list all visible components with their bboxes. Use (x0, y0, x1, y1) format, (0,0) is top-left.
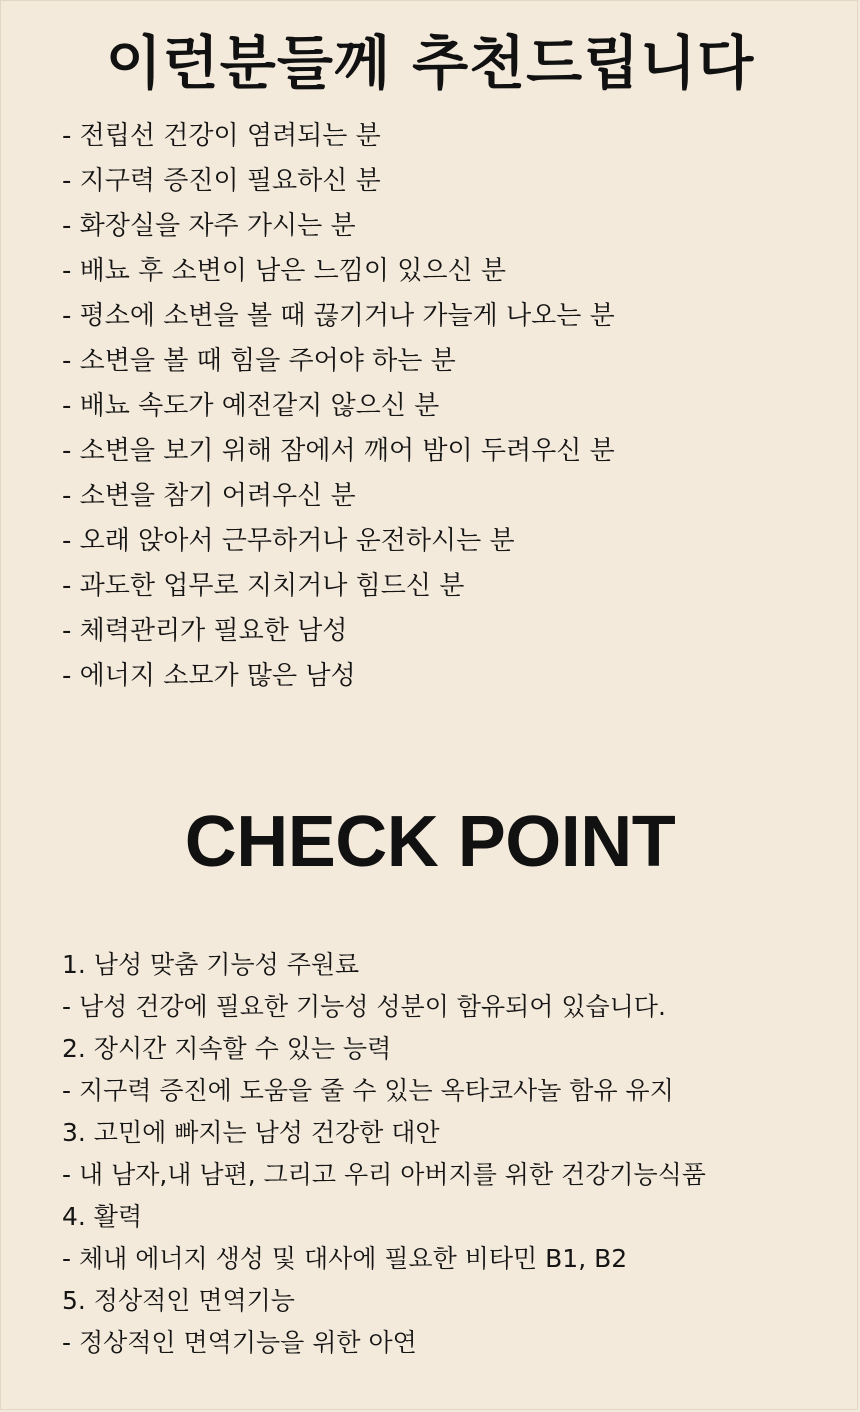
recommend-item: - 배뇨 속도가 예전같지 않으신 분 (62, 391, 440, 421)
check-point-detail: - 지구력 증진에 도움을 줄 수 있는 옥타코사놀 함유 유지 (62, 1076, 674, 1105)
recommend-item: - 과도한 업무로 지치거나 힘드신 분 (62, 571, 465, 601)
recommend-item: - 소변을 보기 위해 잠에서 깨어 밤이 두려우신 분 (62, 436, 615, 466)
recommend-item: - 평소에 소변을 볼 때 끊기거나 가늘게 나오는 분 (62, 301, 615, 331)
recommend-item: - 소변을 참기 어려우신 분 (62, 481, 356, 511)
recommend-item: - 화장실을 자주 가시는 분 (62, 211, 356, 241)
check-point-heading: 4. 활력 (62, 1202, 143, 1231)
check-point-list (62, 947, 706, 1367)
recommend-item: - 오래 앉아서 근무하거나 운전하시는 분 (62, 526, 515, 556)
recommend-item: - 배뇨 후 소변이 남은 느낌이 있으신 분 (62, 256, 506, 286)
check-point-detail: - 남성 건강에 필요한 기능성 성분이 함유되어 있습니다. (62, 992, 666, 1021)
check-point-heading: 3. 고민에 빠지는 남성 건강한 대안 (62, 1118, 440, 1147)
check-point-heading: 5. 정상적인 면역기능 (62, 1286, 295, 1315)
recommend-title: 이런분들께 추천드립니다 (105, 29, 755, 97)
check-point-detail: - 체내 에너지 생성 및 대사에 필요한 비타민 B1, B2 (62, 1244, 628, 1273)
check-point-title: CHECK POINT (184, 802, 676, 882)
check-point-heading: 2. 장시간 지속할 수 있는 능력 (62, 1034, 392, 1063)
check-point-detail: - 정상적인 면역기능을 위한 아연 (62, 1328, 417, 1357)
recommend-item: - 소변을 볼 때 힘을 주어야 하는 분 (62, 346, 456, 376)
recommend-item: - 에너지 소모가 많은 남성 (62, 661, 356, 691)
recommend-item: - 체력관리가 필요한 남성 (62, 616, 348, 646)
check-point-heading: 1. 남성 맞춤 기능성 주원료 (62, 950, 360, 979)
recommend-item: - 전립선 건강이 염려되는 분 (62, 121, 381, 151)
recommend-item: - 지구력 증진이 필요하신 분 (62, 166, 381, 196)
recommend-list (62, 118, 615, 703)
check-point-detail: - 내 남자,내 남편, 그리고 우리 아버지를 위한 건강기능식품 (62, 1160, 706, 1189)
